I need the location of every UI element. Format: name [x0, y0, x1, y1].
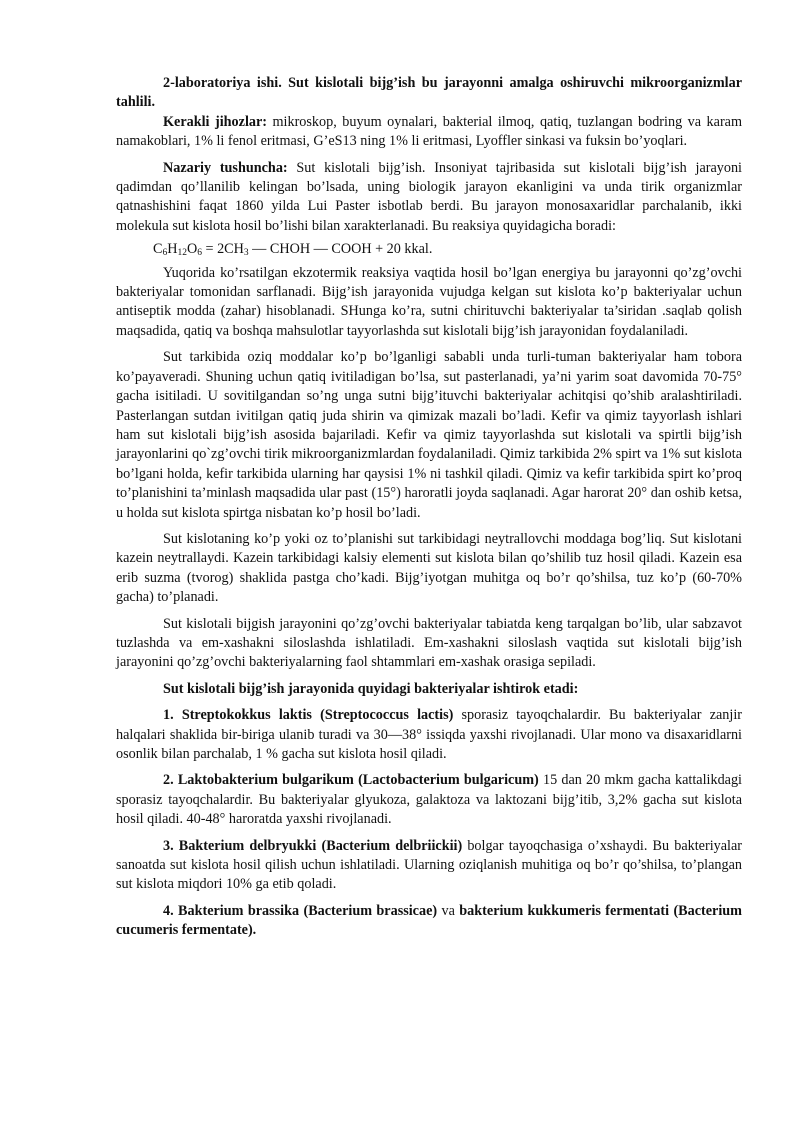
bacteria-description: bolgar tayoqchasiga o’xshaydi. Bu bakteriyalar sanoatda sut kislota hosil qilish uchun ishlatiladi. Ularning oziqlanish muhitiga oq bo’r qo’shilsa, to’plangan sut kislota miqdori 10% ga etib qoladi.: [116, 837, 742, 893]
bacteria-description: sporasiz tayoqchalardir. Bu bakteriyalar zanjir halqalari shaklida bir-biriga ulanib turadi va 30—38° issiqda yaxshi rivojlanadi. Ular mono va disaxaridlarni osonlik bilan parchalab, 1 % gacha sut kislota hosil qiladi.: [116, 707, 742, 762]
bacteria-name: bakterium kukkumeris fermentati (Bacterium cucumeris fermentate).: [116, 902, 742, 939]
bacteria-item: [116, 706, 742, 764]
lab-title: 2-laboratoriya ishi. Sut kislotali bijg’ish bu jarayonni amalga oshiruvchi mikroorganizmlar tahlili.: [116, 75, 742, 111]
theory-label: Nazariy tushuncha:: [163, 159, 288, 176]
equipment-label: Kerakli jihozlar:: [163, 113, 268, 130]
equipment-paragraph: [116, 113, 742, 152]
bacteria-item: [116, 771, 742, 829]
body-paragraph: Yuqorida ko’rsatilgan ekzotermik reaksiya vaqtida hosil bo’lgan energiya bu jarayonni qo’zg’ovchi bakteriyalar tomonidan sarflanadi. Bijg’ish jarayonida vujudga kelgan sut kislota ko’p bakteriyalar uchun antiseptik modda (zahar) hisoblanadi. SHunga ko’ra, sutni chirituvchi bakteriyalar ta’siridan .saqlab qolish maqsadida, qatiq va boshqa mahsulotlar tayyorlashda sut kislotali bijg’ish jarayonidan foydalaniladi.: [116, 264, 742, 339]
document-page: [116, 74, 742, 941]
theory-text: Sut kislotali bijg’ish. Insoniyat tajribasida sut kislotali bijg’ish jarayoni qadimdan qo’llanilib kelingan bo’lsada, uning biologik jarayon ekanligini va unda tirik organizmlar qatnashishini faqat 1860 yilda Lui Paster isbotlab berdi. Bu jarayon monosaxaridlar parchalanib, ikki molekula sut kislota hosil bo’lishi bilan xarakterlanadi. Bu reaksiya quyidagicha boradi:: [116, 159, 742, 234]
bacteria-item: 4. Bakterium brassika (Bacterium brassicae) va bakterium kukkumeris fermentati (Bacterium cucumeris fermentate).: [116, 902, 742, 939]
body-paragraph: Sut tarkibida oziq moddalar ko’p bo’lganligi sababli unda turli-tuman bakteriyalar ham tobora ko’payaveradi. Shuning uchun qatiq ivitiladigan bo’lsa, sut pasterlanadi, ya’ni yarim soat davomida 70-75° gacha isitiladi. U sovitilgandan so’ng unga sutni bijg’ituvchi bakteriyalar achitqisi qo’shib aralashtiriladi. Pasterlangan sutdan ivitilgan qatiq juda shirin va qimizak mazali bo’ladi. Kefir va qimiz tayyorlash ishlari ham sut kislotali bijg’ish asosida bajariladi. Kefir va qimiz tayyorlashda sut kislotali va spirtli bijg’ish jarayonlarini qo`zg’ovchi tirik mikroorganizmlardan foydalaniladi. Qimiz tarkibida 2% spirt va 1% sut kislota bo’lgani holda, kefir tarkibida ularning har qaysisi 1% ni tashkil qiladi. Qimiz va kefir tarkibida spirt ko’proq to’planishini ta’minlash maqsadida ular past (15°) haroratli joyda saqlanadi. Agar harorat 20° dan oshib ketsa, u holda sut kislota spirtga nisbatan ko’p hosil bo’ladi.: [116, 349, 742, 521]
bacteria-name: 1. Streptokokkus laktis (Streptococcus lactis): [163, 707, 454, 724]
bacteria-name: 2. Laktobakterium bulgarikum (Lactobacterium bulgaricum): [163, 772, 539, 789]
theory-paragraph: [116, 159, 742, 237]
body-paragraph: Sut kislotaning ko’p yoki oz to’planishi sut tarkibidagi neytrallovchi moddaga bog’liq. Sut kislotani kazein neytrallaydi. Kazein tarkibidagi kalsiy elementi sut kislota bilan qo’shilib tuz hosil qiladi. Kazein esa erib suzma (tvorog) shaklida pastga cho’kadi. Bijg’iyotgan muhitga oq bo’r qo’shilsa, tuz ko’p (60-70% gacha) to’planadi.: [116, 530, 742, 606]
bacteria-name: 4. Bakterium brassika (Bacterium brassicae): [163, 902, 438, 919]
body-paragraph: Sut kislotali bijgish jarayonini qo’zg’ovchi bakteriyalar tabiatda keng tarqalgan bo’lib, ular sabzavot tuzlashda va em-xashakni siloslashda ishlatiladi. Em-xashakni siloslash vaqtida sut kislotali bijg’ish jarayonini qo’zg’ovchi bakteriyalarning faol shtammlari em-xashak orasiga sepiladi.: [116, 615, 742, 671]
bacteria-heading: Sut kislotali bijg’ish jarayonida quyidagi bakteriyalar ishtirok etadi:: [163, 680, 579, 697]
reaction-formula: $C_6H_{12}O_6 = 2CH_3$ — CHOH — COOH + 20 kkal.: [153, 241, 433, 259]
bacteria-name: 3. Bakterium delbryukki (Bacterium delbriickii): [163, 837, 463, 854]
bacteria-description: 15 dan 20 mkm gacha kattalikdagi sporasiz tayoqchalardir. Bu bakteriyalar glyukoza, galaktoza va laktozani bijg’itib, 3,2% gacha sut kislota hosil qiladi. 40-48° haroratda yaxshi rivojlanadi.: [116, 772, 742, 828]
bacteria-item: [116, 837, 742, 895]
equipment-text: mikroskop, buyum oynalari, bakterial ilmoq, qatiq, tuzlangan bodring va karam namakoblari, 1% li fenol eritmasi, G’eS13 ning 1% li eritmasi, Lyoffler sinkasi va fuksin bo’yoqlari.: [116, 113, 743, 150]
